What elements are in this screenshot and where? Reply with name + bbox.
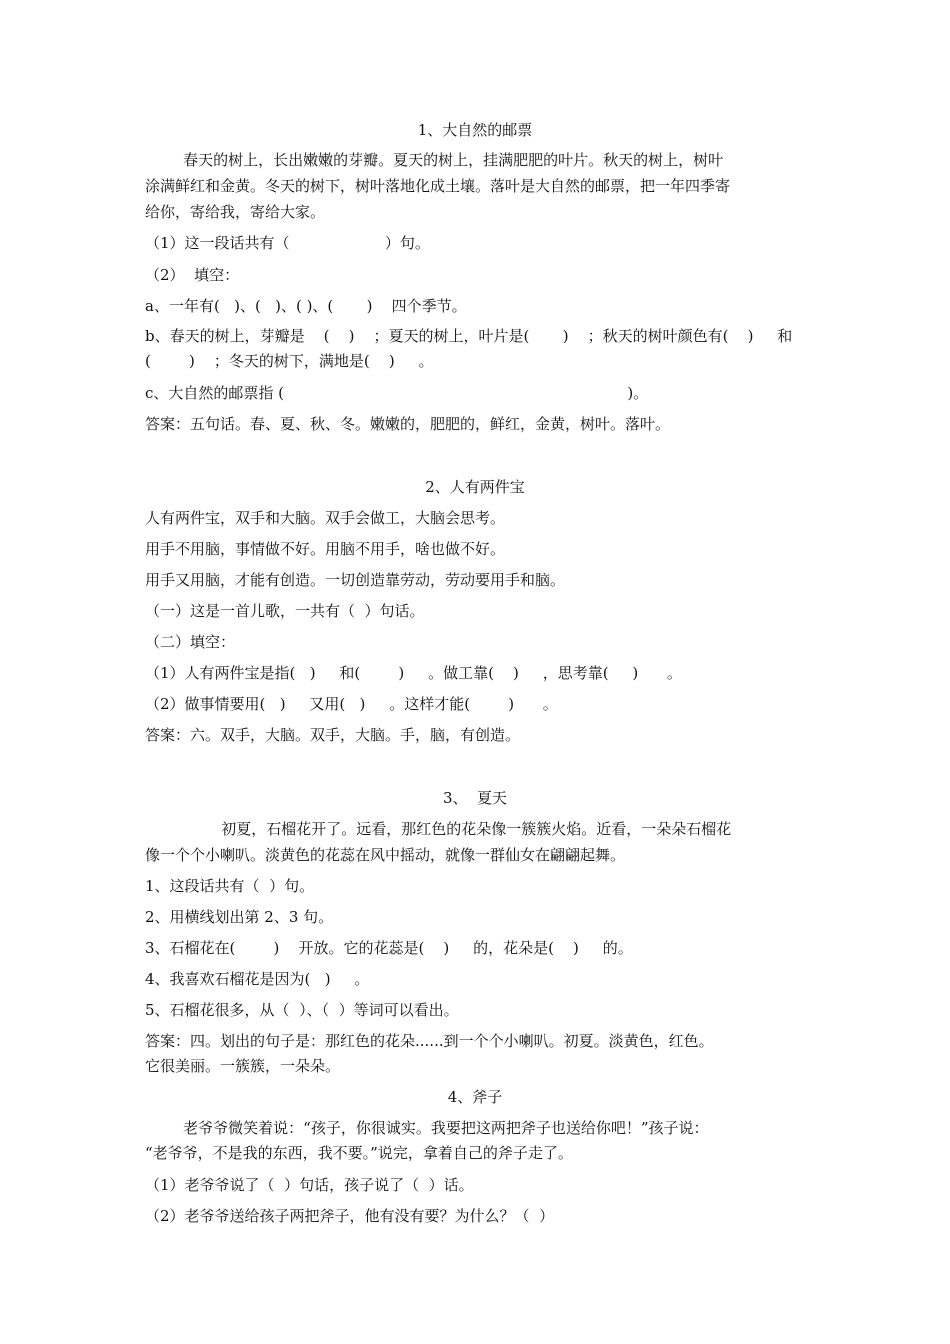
question-line: （1）老爷爷说了（ ）句话，孩子说了（ ）话。 bbox=[145, 1176, 474, 1194]
question-line: （1）这一段话共有（ ）句。 bbox=[145, 234, 430, 252]
section-title: 3、 夏天 bbox=[442, 789, 508, 807]
passage-line: 老爷爷微笑着说：“孩子，你很诚实。我要把这两把斧子也送给你吧！”孩子说： bbox=[145, 1119, 709, 1137]
question-line: （二）填空： bbox=[145, 633, 236, 651]
question-line: b、春天的树上，芽瓣是 ( ) ；夏天的树上，叶片是( ) ；秋天的树叶颜色有( ) 和 bbox=[145, 327, 793, 345]
passage-line: 给你，寄给我，寄给大家。 bbox=[145, 203, 326, 221]
answer-line: 答案：五句话。春、夏、秋、冬。嫩嫩的，肥肥的，鲜红，金黄，树叶。落叶。 bbox=[145, 415, 671, 433]
answer-line: 它很美丽。一簇簇，一朵朵。 bbox=[145, 1057, 341, 1075]
passage-line: 春天的树上，长出嫩嫩的芽瓣。夏天的树上，挂满肥肥的叶片。秋天的树上，树叶 bbox=[145, 151, 724, 169]
question-line: 5、石榴花很多，从（ ）、（ ）等词可以看出。 bbox=[145, 1001, 459, 1019]
question-line: （1）人有两件宝是指( ) 和( ) 。做工靠( ) ，思考靠( ) 。 bbox=[145, 664, 682, 682]
question-line: （2）做事情要用( ) 又用( ) 。这样才能( ) 。 bbox=[145, 695, 558, 713]
question-line: 4、我喜欢石榴花是因为( ) 。 bbox=[145, 970, 370, 988]
question-line: ( ) ；冬天的树下，满地是( ) 。 bbox=[145, 352, 434, 370]
question-line: 2、用横线划出第 2、3 句。 bbox=[145, 908, 334, 926]
passage-line: 初夏，石榴花开了。远看，那红色的花朵像一簇簇火焰。近看，一朵朵石榴花 bbox=[145, 820, 732, 838]
question-line: （2）老爷爷送给孩子两把斧子，他有没有要？为什么？（ ） bbox=[145, 1207, 555, 1225]
question-line: a、一年有( )、( )、( )、( ) 四个季节。 bbox=[145, 297, 467, 315]
passage-line: 像一个个小喇叭。淡黄色的花蕊在风中摇动，就像一群仙女在翩翩起舞。 bbox=[145, 846, 626, 864]
answer-line: 答案：四。划出的句子是：那红色的花朵......到一个个小喇叭。初夏。淡黄色，红色。 bbox=[145, 1032, 714, 1050]
passage-line: 用手又用脑，才能有创造。一切创造靠劳动，劳动要用手和脑。 bbox=[145, 571, 566, 589]
section-title: 4、斧子 bbox=[447, 1088, 503, 1106]
passage-line: 涂满鲜红和金黄。冬天的树下，树叶落地化成土壤。落叶是大自然的邮票，把一年四季寄 bbox=[145, 177, 731, 195]
section-title: 2、人有两件宝 bbox=[425, 478, 525, 496]
question-line: c、大自然的邮票指 ( )。 bbox=[145, 384, 649, 402]
section-title: 1、大自然的邮票 bbox=[417, 121, 533, 139]
question-line: 1、这段话共有（ ）句。 bbox=[145, 877, 315, 895]
passage-line: 人有两件宝，双手和大脑。双手会做工，大脑会思考。 bbox=[145, 509, 506, 527]
passage-line: “老爷爷，不是我的东西，我不要。”说完，拿着自己的斧子走了。 bbox=[145, 1144, 573, 1162]
answer-line: 答案：六。双手，大脑。双手，大脑。手，脑，有创造。 bbox=[145, 726, 521, 744]
question-line: （2） 填空： bbox=[145, 266, 240, 284]
question-line: 3、石榴花在( ) 开放。它的花蕊是( ) 的，花朵是( ) 的。 bbox=[145, 939, 633, 957]
question-line: （一）这是一首儿歌，一共有（ ）句话。 bbox=[145, 602, 425, 620]
passage-line: 用手不用脑，事情做不好。用脑不用手，啥也做不好。 bbox=[145, 540, 506, 558]
